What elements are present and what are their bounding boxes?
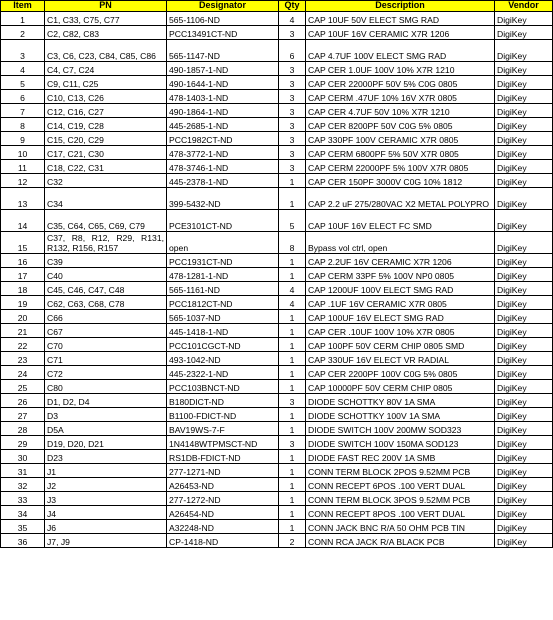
qty-cell: 1: [279, 520, 306, 534]
table-row: [1, 310, 553, 324]
qty-cell: 1: [279, 492, 306, 506]
description-cell: Bypass vol ctrl, open: [306, 232, 495, 254]
table-row: [1, 394, 553, 408]
description-cell: DIODE FAST REC 200V 1A SMB: [306, 450, 495, 464]
qty-cell: 1: [279, 174, 306, 188]
vendor-cell: DigiKey: [495, 478, 553, 492]
designator-cell: A26453-ND: [167, 478, 279, 492]
designator-cell: 277-1271-ND: [167, 464, 279, 478]
table-row: [1, 62, 553, 76]
table-row: [1, 160, 553, 174]
table-row: [1, 478, 553, 492]
table-row: [1, 506, 553, 520]
vendor-cell: DigiKey: [495, 62, 553, 76]
vendor-cell: DigiKey: [495, 394, 553, 408]
pn-cell: D3: [45, 408, 167, 422]
item-cell: 26: [1, 394, 45, 408]
vendor-cell: DigiKey: [495, 40, 553, 62]
designator-cell: 445-2685-1-ND: [167, 118, 279, 132]
pn-cell: C14, C19, C28: [45, 118, 167, 132]
table-row: [1, 408, 553, 422]
designator-cell: 478-1281-1-ND: [167, 268, 279, 282]
description-cell: CAP 10UF 16V CERAMIC X7R 1206: [306, 26, 495, 40]
item-cell: 7: [1, 104, 45, 118]
table-row: [1, 520, 553, 534]
table-row: [1, 338, 553, 352]
vendor-cell: DigiKey: [495, 26, 553, 40]
qty-cell: 3: [279, 104, 306, 118]
table-row: [1, 232, 553, 254]
designator-cell: 565-1161-ND: [167, 282, 279, 296]
designator-cell: 493-1042-ND: [167, 352, 279, 366]
table-row: [1, 90, 553, 104]
pn-cell: C62, C63, C68, C78: [45, 296, 167, 310]
pn-cell: C34: [45, 188, 167, 210]
item-cell: 5: [1, 76, 45, 90]
pn-cell: C9, C11, C25: [45, 76, 167, 90]
description-cell: CAP CER .10UF 100V 10% X7R 0805: [306, 324, 495, 338]
item-cell: 34: [1, 506, 45, 520]
designator-cell: 565-1037-ND: [167, 310, 279, 324]
vendor-cell: DigiKey: [495, 492, 553, 506]
table-row: [1, 40, 553, 62]
designator-cell: 490-1864-1-ND: [167, 104, 279, 118]
pn-cell: D5A: [45, 422, 167, 436]
designator-cell: B180DICT-ND: [167, 394, 279, 408]
vendor-cell: DigiKey: [495, 408, 553, 422]
description-cell: CAP CERM .47UF 10% 16V X7R 0805: [306, 90, 495, 104]
pn-cell: C2, C82, C83: [45, 26, 167, 40]
description-cell: CAP CERM 6800PF 5% 50V X7R 0805: [306, 146, 495, 160]
designator-cell: 478-3746-1-ND: [167, 160, 279, 174]
vendor-cell: DigiKey: [495, 104, 553, 118]
header-row: [1, 1, 553, 12]
table-row: [1, 104, 553, 118]
item-cell: 36: [1, 534, 45, 548]
item-cell: 13: [1, 188, 45, 210]
vendor-cell: DigiKey: [495, 188, 553, 210]
description-cell: CAP CER 8200PF 50V C0G 5% 0805: [306, 118, 495, 132]
qty-cell: 1: [279, 366, 306, 380]
designator-cell: PCE3101CT-ND: [167, 210, 279, 232]
qty-cell: 4: [279, 12, 306, 26]
item-cell: 32: [1, 478, 45, 492]
description-cell: DIODE SCHOTTKY 80V 1A SMA: [306, 394, 495, 408]
item-cell: 16: [1, 254, 45, 268]
vendor-cell: DigiKey: [495, 232, 553, 254]
description-cell: CAP CER 150PF 3000V C0G 10% 1812: [306, 174, 495, 188]
table-row: [1, 436, 553, 450]
table-row: [1, 296, 553, 310]
qty-cell: 3: [279, 146, 306, 160]
pn-cell: J1: [45, 464, 167, 478]
qty-cell: 3: [279, 132, 306, 146]
table-row: [1, 492, 553, 506]
vendor-cell: DigiKey: [495, 210, 553, 232]
item-cell: 18: [1, 282, 45, 296]
pn-cell: C70: [45, 338, 167, 352]
qty-cell: 1: [279, 450, 306, 464]
table-row: [1, 422, 553, 436]
vendor-cell: DigiKey: [495, 174, 553, 188]
qty-cell: 1: [279, 338, 306, 352]
designator-cell: 399-5432-ND: [167, 188, 279, 210]
designator-cell: 478-3772-1-ND: [167, 146, 279, 160]
qty-cell: 1: [279, 254, 306, 268]
qty-cell: 3: [279, 76, 306, 90]
vendor-cell: DigiKey: [495, 380, 553, 394]
vendor-cell: DigiKey: [495, 520, 553, 534]
designator-cell: BAV19WS-7-F: [167, 422, 279, 436]
designator-cell: PCC103BNCT-ND: [167, 380, 279, 394]
pn-cell: C80: [45, 380, 167, 394]
pn-cell: C10, C13, C26: [45, 90, 167, 104]
item-cell: 3: [1, 40, 45, 62]
designator-cell: PCC1982CT-ND: [167, 132, 279, 146]
item-cell: 11: [1, 160, 45, 174]
qty-cell: 1: [279, 380, 306, 394]
description-cell: CAP 100UF 16V ELECT SMG RAD: [306, 310, 495, 324]
description-cell: DIODE SWITCH 100V 150MA SOD123: [306, 436, 495, 450]
pn-cell: J2: [45, 478, 167, 492]
item-cell: 2: [1, 26, 45, 40]
description-cell: CAP 2.2UF 16V CERAMIC X7R 1206: [306, 254, 495, 268]
description-cell: CAP CERM 22000PF 5% 100V X7R 0805: [306, 160, 495, 174]
item-cell: 35: [1, 520, 45, 534]
description-cell: CAP CER 22000PF 50V 5% C0G 0805: [306, 76, 495, 90]
description-cell: CONN RECEPT 8POS .100 VERT DUAL: [306, 506, 495, 520]
vendor-cell: DigiKey: [495, 534, 553, 548]
table-row: [1, 254, 553, 268]
pn-cell: C71: [45, 352, 167, 366]
vendor-cell: DigiKey: [495, 268, 553, 282]
table-row: [1, 352, 553, 366]
designator-cell: 445-2322-1-ND: [167, 366, 279, 380]
pn-cell: C4, C7, C24: [45, 62, 167, 76]
qty-cell: 2: [279, 534, 306, 548]
designator-cell: 445-1418-1-ND: [167, 324, 279, 338]
table-row: [1, 210, 553, 232]
table-row: [1, 464, 553, 478]
qty-cell: 4: [279, 282, 306, 296]
designator-cell: PCC1931CT-ND: [167, 254, 279, 268]
header-vendor: Vendor: [495, 1, 553, 12]
designator-cell: 565-1147-ND: [167, 40, 279, 62]
description-cell: DIODE SWITCH 100V 200MW SOD323: [306, 422, 495, 436]
item-cell: 19: [1, 296, 45, 310]
qty-cell: 5: [279, 210, 306, 232]
designator-cell: 1N4148WTPMSCT-ND: [167, 436, 279, 450]
vendor-cell: DigiKey: [495, 254, 553, 268]
vendor-cell: DigiKey: [495, 310, 553, 324]
qty-cell: 1: [279, 352, 306, 366]
description-cell: CONN TERM BLOCK 3POS 9.52MM PCB: [306, 492, 495, 506]
item-cell: 4: [1, 62, 45, 76]
header-description: Description: [306, 1, 495, 12]
table-row: [1, 450, 553, 464]
vendor-cell: DigiKey: [495, 296, 553, 310]
vendor-cell: DigiKey: [495, 324, 553, 338]
item-cell: 20: [1, 310, 45, 324]
description-cell: CAP .1UF 16V CERAMIC X7R 0805: [306, 296, 495, 310]
pn-cell: C3, C6, C23, C84, C85, C86: [45, 40, 167, 62]
designator-cell: CP-1418-ND: [167, 534, 279, 548]
pn-cell: C39: [45, 254, 167, 268]
qty-cell: 1: [279, 324, 306, 338]
designator-cell: A26454-ND: [167, 506, 279, 520]
designator-cell: 565-1106-ND: [167, 12, 279, 26]
vendor-cell: DigiKey: [495, 464, 553, 478]
pn-cell: C35, C64, C65, C69, C79: [45, 210, 167, 232]
description-cell: CONN RCA JACK R/A BLACK PCB: [306, 534, 495, 548]
pn-cell: D23: [45, 450, 167, 464]
qty-cell: 3: [279, 118, 306, 132]
table-row: [1, 76, 553, 90]
item-cell: 24: [1, 366, 45, 380]
table-row: [1, 282, 553, 296]
item-cell: 27: [1, 408, 45, 422]
pn-cell: J3: [45, 492, 167, 506]
pn-cell: J6: [45, 520, 167, 534]
vendor-cell: DigiKey: [495, 436, 553, 450]
table-row: [1, 366, 553, 380]
item-cell: 1: [1, 12, 45, 26]
description-cell: CAP 2.2 uF 275/280VAC X2 METAL POLYPRO: [306, 188, 495, 210]
table-row: [1, 534, 553, 548]
qty-cell: 3: [279, 436, 306, 450]
table-row: [1, 118, 553, 132]
bom-body: [1, 12, 553, 548]
item-cell: 8: [1, 118, 45, 132]
qty-cell: 1: [279, 310, 306, 324]
designator-cell: A32248-ND: [167, 520, 279, 534]
qty-cell: 3: [279, 90, 306, 104]
pn-cell: C45, C46, C47, C48: [45, 282, 167, 296]
qty-cell: 8: [279, 232, 306, 254]
description-cell: CONN RECEPT 6POS .100 VERT DUAL: [306, 478, 495, 492]
qty-cell: 1: [279, 268, 306, 282]
qty-cell: 4: [279, 296, 306, 310]
item-cell: 9: [1, 132, 45, 146]
vendor-cell: DigiKey: [495, 352, 553, 366]
item-cell: 14: [1, 210, 45, 232]
description-cell: CAP 330PF 100V CERAMIC X7R 0805: [306, 132, 495, 146]
table-row: [1, 324, 553, 338]
item-cell: 6: [1, 90, 45, 104]
pn-cell: C15, C20, C29: [45, 132, 167, 146]
designator-cell: open: [167, 232, 279, 254]
vendor-cell: DigiKey: [495, 12, 553, 26]
designator-cell: 445-2378-1-ND: [167, 174, 279, 188]
description-cell: CAP CERM 33PF 5% 100V NP0 0805: [306, 268, 495, 282]
qty-cell: 6: [279, 40, 306, 62]
item-cell: 15: [1, 232, 45, 254]
description-cell: CAP 1200UF 100V ELECT SMG RAD: [306, 282, 495, 296]
item-cell: 21: [1, 324, 45, 338]
description-cell: CAP 10000PF 50V CERM CHIP 0805: [306, 380, 495, 394]
pn-cell: C40: [45, 268, 167, 282]
vendor-cell: DigiKey: [495, 282, 553, 296]
item-cell: 31: [1, 464, 45, 478]
pn-cell: J4: [45, 506, 167, 520]
description-cell: CAP CER 1.0UF 100V 10% X7R 1210: [306, 62, 495, 76]
header-qty: Qty: [279, 1, 306, 12]
description-cell: CAP CER 4.7UF 50V 10% X7R 1210: [306, 104, 495, 118]
item-cell: 10: [1, 146, 45, 160]
description-cell: CAP 4.7UF 100V ELECT SMG RAD: [306, 40, 495, 62]
vendor-cell: DigiKey: [495, 422, 553, 436]
qty-cell: 1: [279, 506, 306, 520]
description-cell: CAP 10UF 16V ELECT FC SMD: [306, 210, 495, 232]
vendor-cell: DigiKey: [495, 118, 553, 132]
description-cell: CAP 330UF 16V ELECT VR RADIAL: [306, 352, 495, 366]
designator-cell: PCC13491CT-ND: [167, 26, 279, 40]
table-row: [1, 174, 553, 188]
description-cell: CONN JACK BNC R/A 50 OHM PCB TIN: [306, 520, 495, 534]
qty-cell: 1: [279, 408, 306, 422]
table-row: [1, 132, 553, 146]
description-cell: CONN TERM BLOCK 2POS 9.52MM PCB: [306, 464, 495, 478]
item-cell: 23: [1, 352, 45, 366]
vendor-cell: DigiKey: [495, 338, 553, 352]
description-cell: CAP 10UF 50V ELECT SMG RAD: [306, 12, 495, 26]
pn-cell: C18, C22, C31: [45, 160, 167, 174]
vendor-cell: DigiKey: [495, 160, 553, 174]
item-cell: 29: [1, 436, 45, 450]
item-cell: 17: [1, 268, 45, 282]
pn-cell: C17, C21, C30: [45, 146, 167, 160]
description-cell: CAP 100PF 50V CERM CHIP 0805 SMD: [306, 338, 495, 352]
table-row: [1, 268, 553, 282]
designator-cell: PCC101CGCT-ND: [167, 338, 279, 352]
designator-cell: PCC1812CT-ND: [167, 296, 279, 310]
designator-cell: 490-1644-1-ND: [167, 76, 279, 90]
designator-cell: 277-1272-ND: [167, 492, 279, 506]
designator-cell: B1100-FDICT-ND: [167, 408, 279, 422]
pn-cell: C32: [45, 174, 167, 188]
pn-cell: C66: [45, 310, 167, 324]
pn-cell: D1, D2, D4: [45, 394, 167, 408]
vendor-cell: DigiKey: [495, 76, 553, 90]
pn-cell: C72: [45, 366, 167, 380]
header-designator: Designator: [167, 1, 279, 12]
vendor-cell: DigiKey: [495, 506, 553, 520]
pn-cell: C12, C16, C27: [45, 104, 167, 118]
item-cell: 12: [1, 174, 45, 188]
item-cell: 33: [1, 492, 45, 506]
item-cell: 22: [1, 338, 45, 352]
qty-cell: 3: [279, 394, 306, 408]
table-row: [1, 26, 553, 40]
qty-cell: 1: [279, 188, 306, 210]
qty-cell: 3: [279, 62, 306, 76]
vendor-cell: DigiKey: [495, 450, 553, 464]
table-row: [1, 12, 553, 26]
pn-cell: J7, J9: [45, 534, 167, 548]
table-row: [1, 146, 553, 160]
item-cell: 30: [1, 450, 45, 464]
header-pn: PN: [45, 1, 167, 12]
description-cell: CAP CER 2200PF 100V C0G 5% 0805: [306, 366, 495, 380]
designator-cell: 490-1857-1-ND: [167, 62, 279, 76]
header-item: Item: [1, 1, 45, 12]
pn-cell: C67: [45, 324, 167, 338]
vendor-cell: DigiKey: [495, 90, 553, 104]
designator-cell: 478-1403-1-ND: [167, 90, 279, 104]
qty-cell: 3: [279, 160, 306, 174]
designator-cell: RS1DB-FDICT-ND: [167, 450, 279, 464]
item-cell: 28: [1, 422, 45, 436]
vendor-cell: DigiKey: [495, 146, 553, 160]
pn-cell: C37, R8, R12, R29, R131, R132, R156, R157: [45, 232, 167, 254]
qty-cell: 1: [279, 464, 306, 478]
table-row: [1, 380, 553, 394]
pn-cell: C1, C33, C75, C77: [45, 12, 167, 26]
table-row: [1, 188, 553, 210]
pn-cell: D19, D20, D21: [45, 436, 167, 450]
vendor-cell: DigiKey: [495, 132, 553, 146]
description-cell: DIODE SCHOTTKY 100V 1A SMA: [306, 408, 495, 422]
qty-cell: 1: [279, 478, 306, 492]
qty-cell: 1: [279, 422, 306, 436]
qty-cell: 3: [279, 26, 306, 40]
vendor-cell: DigiKey: [495, 366, 553, 380]
item-cell: 25: [1, 380, 45, 394]
